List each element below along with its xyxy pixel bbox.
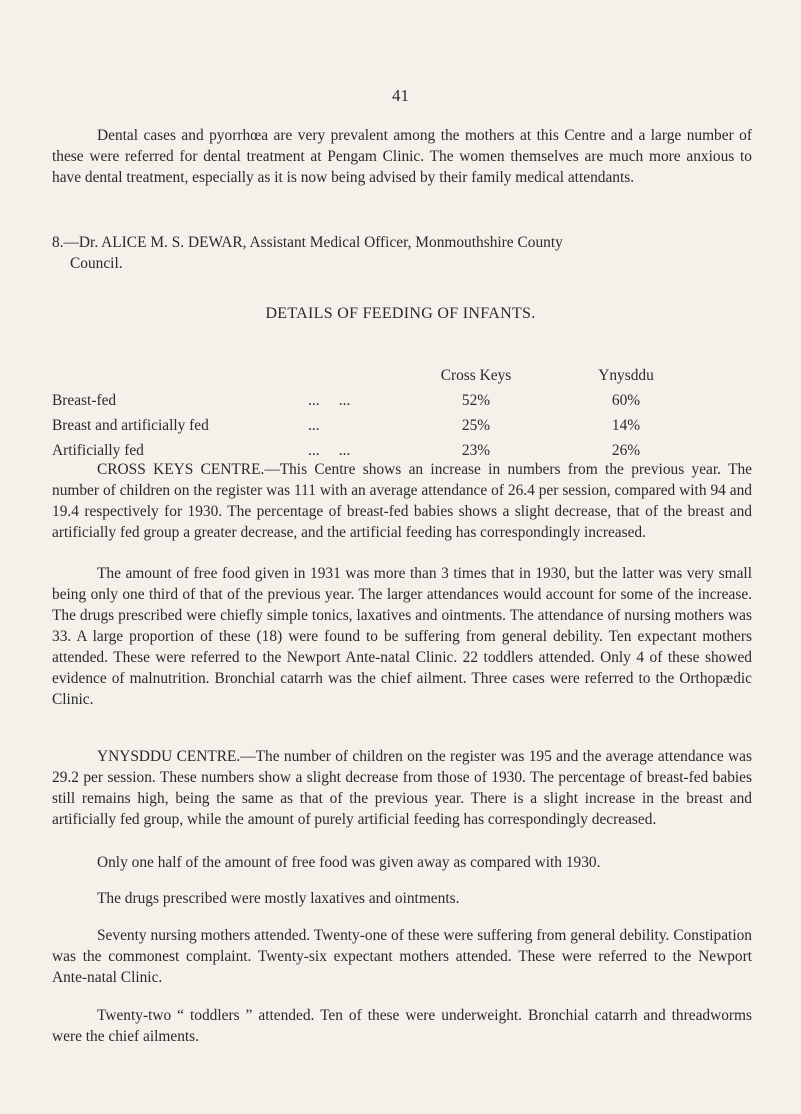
item-8 [52,232,752,274]
feeding-table-header-row [52,360,696,385]
feeding-table-heading: DETAILS OF FEEDING OF INFANTS. [265,305,536,322]
page-number: 41 [392,86,409,105]
leader-dots: ... ... [308,442,351,459]
ynysddu-value: 14% [611,417,641,434]
leader-dots: ... [308,417,320,434]
paragraph-dental: Dental cases and pyorrhœa are very prevalent among the mothers at this Centre and a large number of these were referred for dental treatment at Pengam Clinic. The women themselves are much more anxious to have dental treatment, especially as it is now being advised by their family medical attendants. [52,127,752,186]
ynysddu-value: 26% [611,442,641,459]
row-label: Breast and artificially fed [52,417,209,434]
item-8-line-1: 8.—Dr. ALICE M. S. DEWAR, Assistant Medical Officer, Monmouthshire County [52,234,563,251]
cross-keys-value: 23% [461,442,491,459]
table-row [52,410,696,435]
cross-keys-value: 25% [461,417,491,434]
feeding-table [52,360,696,460]
column-header-ynysddu: Ynysddu [598,367,654,384]
column-header-cross-keys: Cross Keys [440,367,512,384]
item-8-line-2: Council. [70,255,123,272]
paragraph-free-food-ynysddu: Only one half of the amount of free food was given away as compared with 1930. [97,854,601,871]
paragraph-free-food-cross-keys: The amount of free food given in 1931 was more than 3 times that in 1930, but the latter was very small being only one third of that of the previous year. The larger attendances would account for some of the increase. The drugs prescribed were chiefly simple tonics, laxatives and ointments. The attendance of nursing mothers was 33. A large proportion of these (18) were found to be suffering from general debility. Ten expectant mothers attended. These were referred to the Newport Ante-natal Clinic. 22 toddlers attended. Only 4 of these showed evidence of malnutrition. Bronchial catarrh was the chief ailment. Three cases were referred to the Orthopædic Clinic. [52,565,752,708]
paragraph-ynysddu-centre: YNYSDDU CENTRE.—The number of children on the register was 195 and the average attendance was 29.2 per session. These numbers show a slight decrease from those of 1930. The percentage of breast-fed babies still remains high, being the same as that of the previous year. There is a slight increase in the breast and artificially fed group, while the amount of purely artificial feeding has correspondingly decreased. [52,748,752,828]
paragraph-nursing-mothers-ynysddu: Seventy nursing mothers attended. Twenty-one of these were suffering from general debility. Constipation was the commonest complaint. Twenty-six expectant mothers attended. These were referred to the Newport Ante-natal Clinic. [52,927,752,986]
paragraph-cross-keys-centre: CROSS KEYS CENTRE.—This Centre shows an increase in numbers from the previous year. The number of children on the register was 111 with an average attendance of 26.4 per session, compared with 94 and 19.4 respectively for 1930. The percentage of breast-fed babies shows a slight decrease, that of the breast and artificially fed group a greater decrease, and the artificial feeding has correspondingly increased. [52,461,752,541]
table-row [52,435,696,460]
ynysddu-value: 60% [611,392,641,409]
row-label: Breast-fed [52,392,117,409]
paragraph-toddlers-ynysddu: Twenty-two “ toddlers ” attended. Ten of these were underweight. Bronchial catarrh and threadworms were the chief ailments. [52,1007,752,1045]
cross-keys-value: 52% [461,392,491,409]
row-label: Artificially fed [52,442,144,459]
table-row [52,385,696,410]
paragraph-drugs-ynysddu: The drugs prescribed were mostly laxatives and ointments. [97,890,460,907]
leader-dots: ... ... [308,392,351,409]
